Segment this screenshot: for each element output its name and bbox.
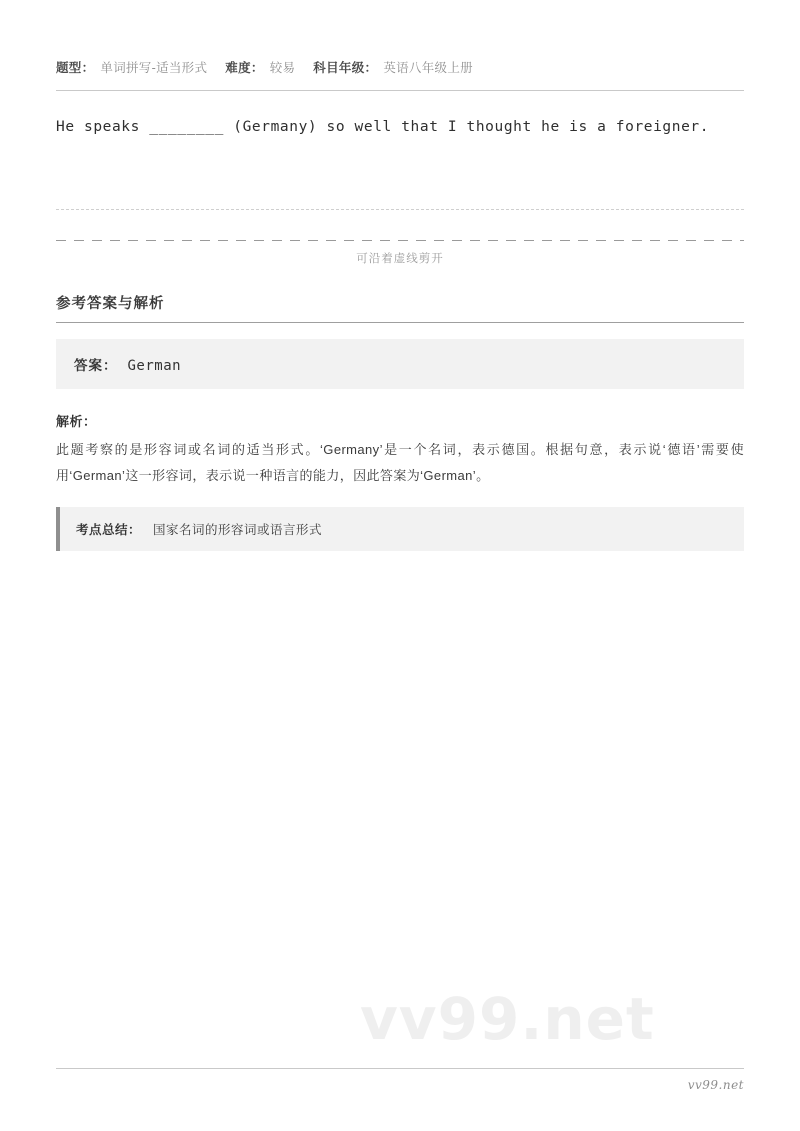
question-meta xyxy=(56,0,744,76)
page-title: 参考答案与解析 xyxy=(56,296,165,312)
question-type-value: 单词拼写-适当形式 xyxy=(100,61,208,75)
answer-label: 答案： xyxy=(74,358,118,373)
explanation-label: 解析： xyxy=(56,414,97,429)
key-point-text: 国家名词的形容词或语言形式 xyxy=(153,523,323,537)
dotted-divider xyxy=(56,209,744,210)
question-type-label: 题型： xyxy=(56,61,95,75)
difficulty-value: 较易 xyxy=(269,61,296,75)
section-divider xyxy=(56,322,744,323)
cut-line xyxy=(56,240,744,241)
difficulty-label: 难度： xyxy=(225,61,264,75)
subject-grade-label: 科目年级： xyxy=(313,61,378,75)
meta-divider xyxy=(56,90,744,91)
key-point-summary-box xyxy=(56,507,744,551)
cut-line-hint: 可沿着虚线剪开 xyxy=(356,253,444,265)
explanation-text: 此题考察的是形容词或名词的适当形式。‘Germany’是一个名词，表示德国。根据句意，表示说‘德语’需要使用‘German’这一形容词，表示说一种语言的能力，因此答案为‘German’。 xyxy=(56,442,744,483)
answer-value: German xyxy=(127,358,182,374)
subject-grade-value: 英语八年级上册 xyxy=(383,61,473,75)
footer-divider xyxy=(56,1068,744,1069)
key-point-label: 考点总结： xyxy=(76,523,142,537)
watermark: vv99.net xyxy=(360,985,655,1053)
footer-site-name: vv99.net xyxy=(687,1078,744,1092)
answer-box xyxy=(56,339,744,389)
answer-writing-space xyxy=(56,135,744,197)
question-text: He speaks ________ (Germany) so well that I thought he is a foreigner. xyxy=(56,119,710,135)
